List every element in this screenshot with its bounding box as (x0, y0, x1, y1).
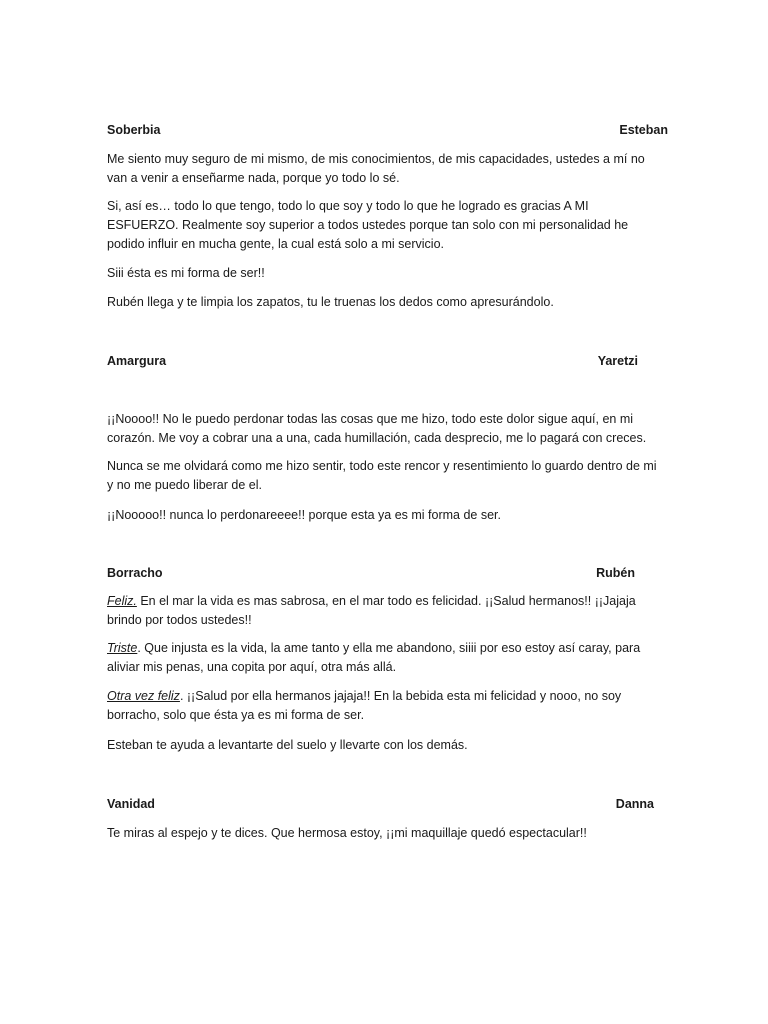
section-header-soberbia (107, 121, 668, 140)
paragraph: Si, así es… todo lo que tengo, todo lo que soy y todo lo que he logrado es gracias A MI ESFUERZO. Realmente soy superior a todos ustedes porque tan solo con mi personalidad he podido influir en mucha gente, la cual está solo a mi servicio. (107, 199, 629, 251)
paragraph: Siii ésta es mi forma de ser!! (107, 266, 265, 280)
actor-name: Esteban (619, 123, 668, 137)
paragraph: Nunca se me olvidará como me hizo sentir, todo este rencor y resentimiento lo guardo dentro de mi y no me puedo liberar de el. (107, 459, 657, 492)
actor-name: Rubén (596, 566, 635, 580)
paragraph (107, 592, 662, 630)
paragraph (107, 736, 662, 755)
paragraph: Me siento muy seguro de mi mismo, de mis conocimientos, de mis capacidades, ustedes a mí no van a venir a enseñarme nada, porque yo todo lo sé. (107, 152, 645, 185)
paragraph-text: . ¡¡Salud por ella hermanos jajaja!! En la bebida esta mi felicidad y nooo, no soy borracho, solo que ésta ya es mi forma de ser. (107, 689, 622, 722)
actor-name: Yaretzi (597, 354, 638, 368)
section-header-amargura (107, 352, 654, 371)
paragraph-text: Esteban te ayuda a levantarte del suelo y llevarte con los demás. (107, 738, 468, 752)
role-title: Amargura (107, 354, 167, 368)
section-header-borracho (107, 564, 654, 583)
paragraph (107, 639, 662, 677)
role-title: Vanidad (107, 797, 155, 811)
paragraph-text: En el mar la vida es mas sabrosa, en el mar todo es felicidad. ¡¡Salud hermanos!! ¡¡Jajaja brindo por todos ustedes!! (107, 594, 636, 627)
actor-name: Danna (615, 797, 654, 811)
mood-label: Triste (107, 641, 138, 655)
paragraph: ¡¡Noooo!! No le puedo perdonar todas las cosas que me hizo, todo este dolor sigue aquí, en mi corazón. Me voy a cobrar una a una, cada humillación, cada desprecio, me lo pagará con creces. (107, 412, 647, 445)
paragraph (107, 687, 662, 725)
paragraph: Rubén llega y te limpia los zapatos, tu le truenas los dedos como apresurándolo. (107, 295, 554, 309)
section-header-vanidad (107, 795, 654, 814)
role-title: Soberbia (107, 123, 161, 137)
mood-label: Feliz. (107, 594, 137, 608)
paragraph-text: . Que injusta es la vida, la ame tanto y ella me abandono, siiii por eso estoy así caray, para aliviar mis penas, una copita por aquí, otra más allá. (107, 641, 641, 674)
paragraph: ¡¡Nooooo!! nunca lo perdonareeee!! porque esta ya es mi forma de ser. (107, 508, 501, 522)
mood-label: Otra vez feliz (107, 689, 180, 703)
paragraph: Te miras al espejo y te dices. Que hermosa estoy, ¡¡mi maquillaje quedó espectacular!! (107, 826, 587, 840)
role-title: Borracho (107, 566, 163, 580)
